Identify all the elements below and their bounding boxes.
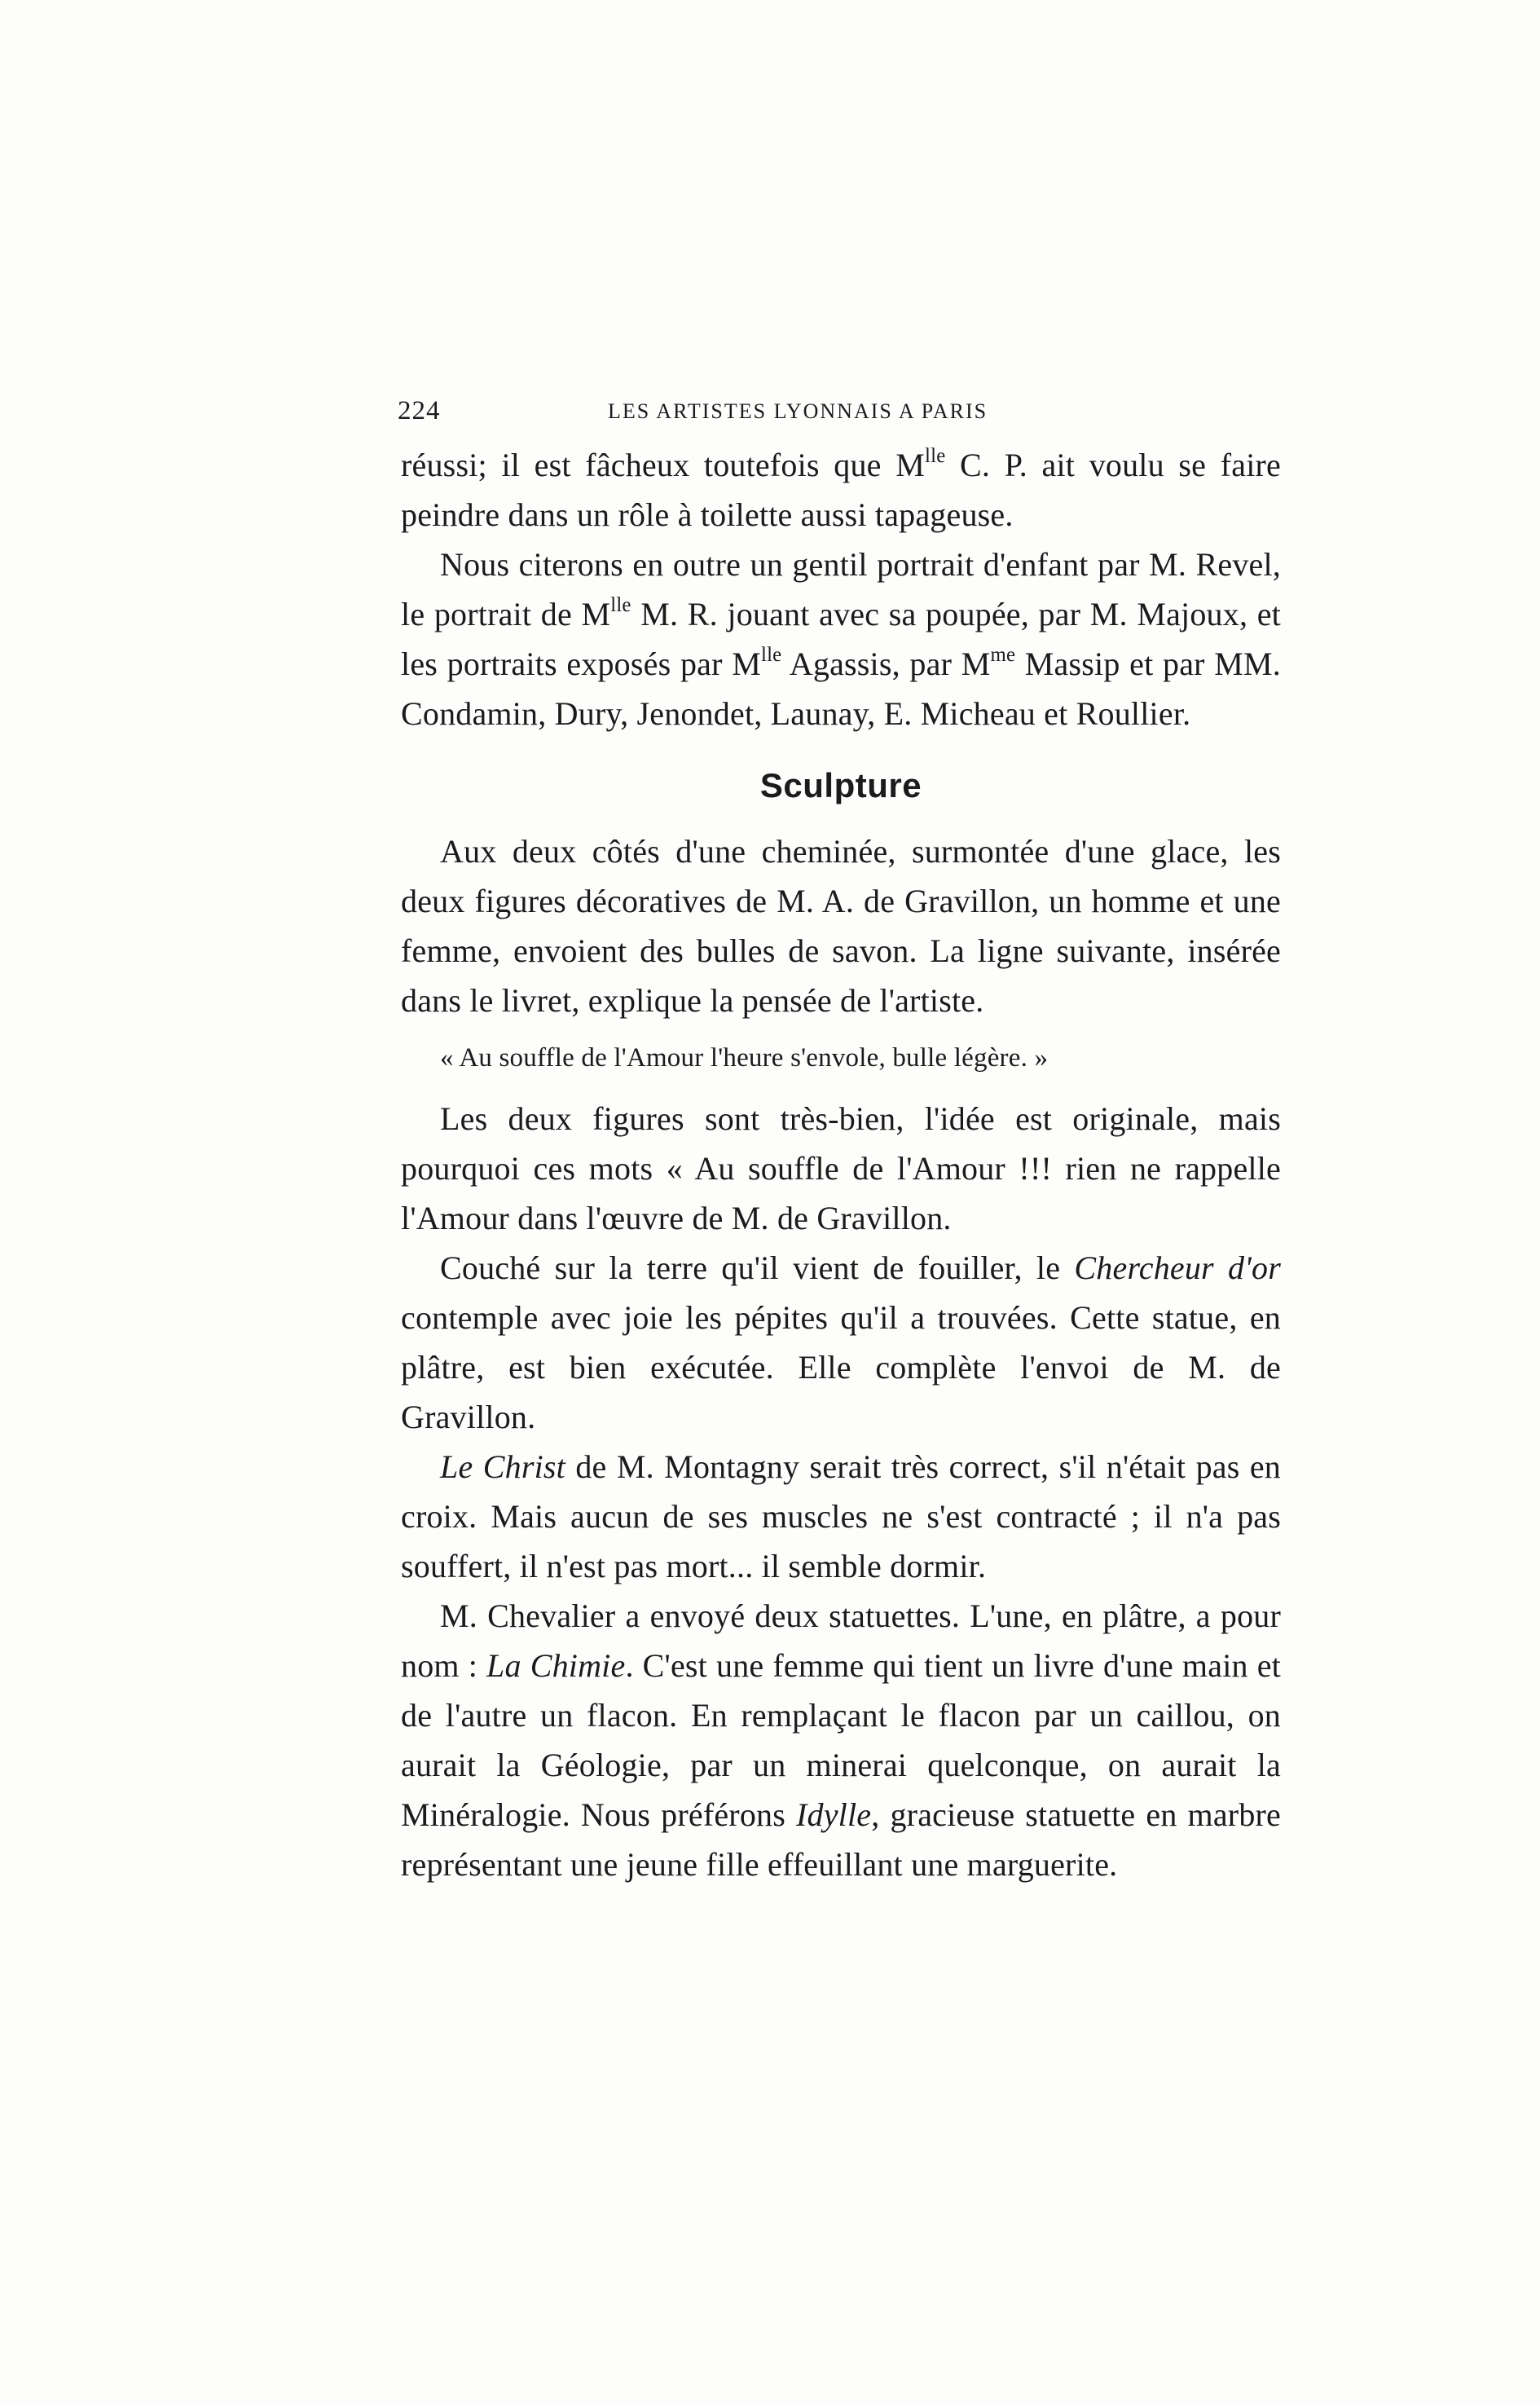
section-title: Sculpture — [759, 766, 922, 804]
main-text — [401, 440, 1281, 1889]
paragraph-4: Les deux figures sont très-bien, l'idée est originale, mais pourquoi ces mots « Au souffle de l'Amour !!! rien ne rappelle l'Amour dans l'œuvre de M. de Gravillon. — [401, 1100, 1281, 1236]
paragraph-6: Le Christ de M. Montagny serait très correct, s'il n'était pas en croix. Mais aucun de ses muscles ne s'est contracté ; il n'a pas souffert, il n'est pas mort... il semble dormir. — [401, 1448, 1281, 1584]
page-number: 224 — [398, 396, 441, 425]
running-head: LES ARTISTES LYONNAIS A PARIS — [608, 399, 988, 423]
paragraph-3: Aux deux côtés d'une cheminée, surmontée d'une glace, les deux figures décoratives de M. A. de Gravillon, un homme et une femme, envoient des bulles de savon. La ligne suivante, insérée dans le livret, explique la pensée de l'artiste. — [401, 833, 1281, 1019]
paragraph-1: réussi; il est fâcheux toutefois que $M^{lle}$ C. P. ait voulu se faire peindre dans un rôle à toilette aussi tapageuse. — [401, 444, 1282, 533]
paragraph-2: Nous citerons en outre un gentil portrait d'enfant par M. Revel, le portrait de $M^{lle}$ M. R. jouant avec sa poupée, par M. Majoux, et les portraits exposés par $M^{lle}$ Agassis, par $M^{me}$ Massip et par MM. Condamin, Dury, Jenondet, Launay, E. Micheau et Roullier. — [401, 546, 1281, 732]
page-header — [398, 396, 1286, 432]
paragraph-5: Couché sur la terre qu'il vient de fouiller, le Chercheur d'or contemple avec joie les pépites qu'il a trouvées. Cette statue, en plâtre, est bien exécutée. Elle complète l'envoi de M. de Gravillon. — [401, 1249, 1281, 1435]
paragraph-7: M. Chevalier a envoyé deux statuettes. L'une, en plâtre, a pour nom : La Chimie. C'est une femme qui tient un livre d'une main et de l'autre un flacon. En remplaçant le flacon par un caillou, on aurait la Géologie, par un minerai quelconque, on aurait la Minéralogie. Nous préférons Idylle, gracieuse statuette en marbre représentant une jeune fille effeuillant une marguerite. — [401, 1597, 1282, 1883]
epigraph-quote: « Au souffle de l'Amour l'heure s'envole, bulle légère. » — [440, 1043, 1049, 1073]
